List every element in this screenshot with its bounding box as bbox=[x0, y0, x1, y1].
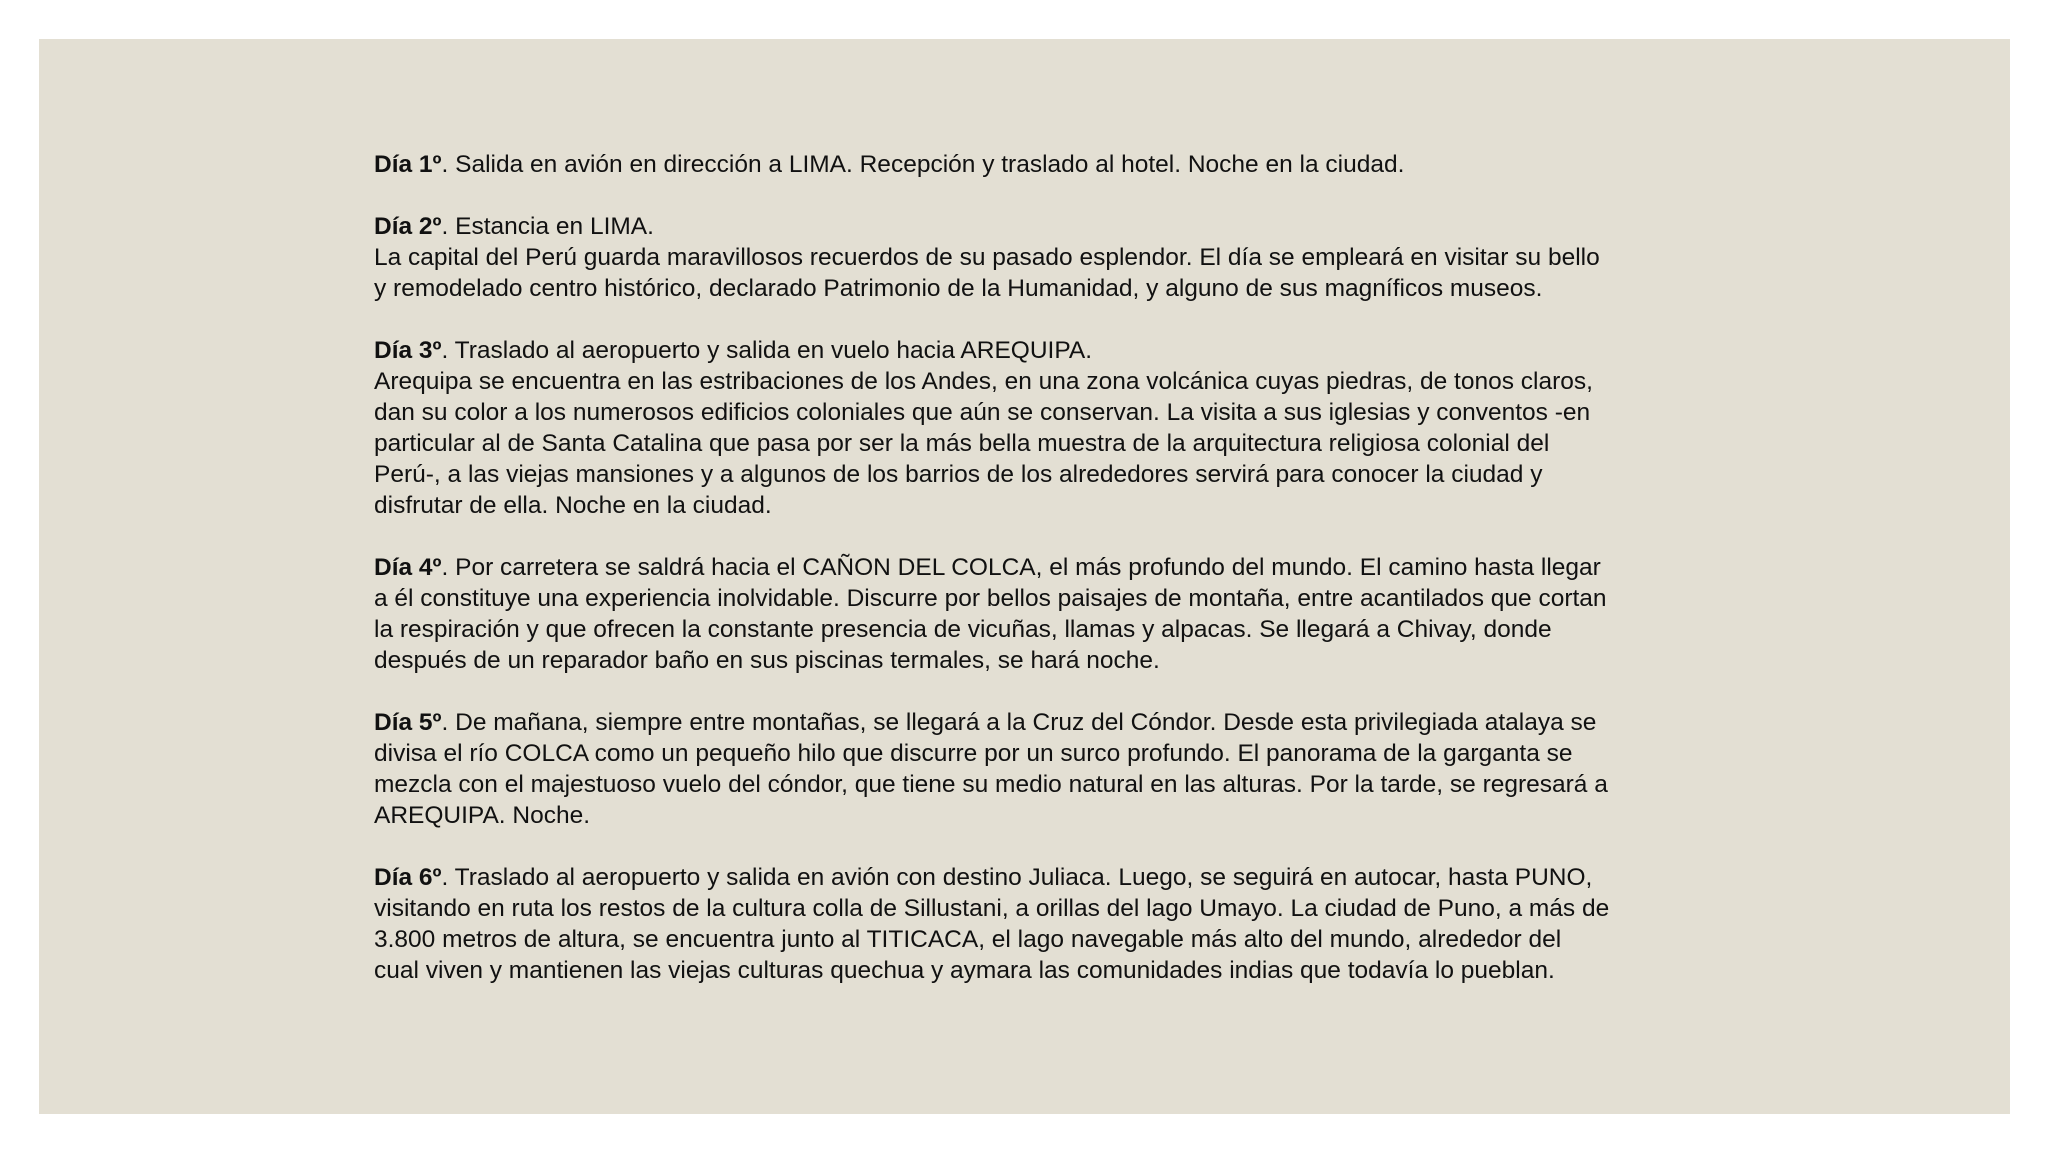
day-6-label: Día 6º bbox=[374, 864, 442, 891]
day-1-section bbox=[374, 149, 1714, 180]
day-2-label: Día 2º bbox=[374, 213, 442, 240]
day-1-text: . Salida en avión en dirección a LIMA. Recepción y traslado al hotel. Noche en la ciudad. bbox=[441, 151, 1405, 178]
day-3-line-6: disfrutar de ella. Noche en la ciudad. bbox=[374, 492, 772, 519]
day-6-line-3: 3.800 metros de altura, se encuentra junto al TITICACA, el lago navegable más alto del mundo, alrededor del bbox=[374, 926, 1562, 953]
day-4-text: . Por carretera se saldrá hacia el CAÑON DEL COLCA, el más profundo del mundo. El camino hasta llegar bbox=[441, 554, 1601, 581]
day-3-line-1 bbox=[374, 335, 1714, 366]
day-2-line-3: y remodelado centro histórico, declarado Patrimonio de la Humanidad, y alguno de sus magníficos museos. bbox=[374, 275, 1543, 302]
day-3-line-2: Arequipa se encuentra en las estribaciones de los Andes, en una zona volcánica cuyas piedras, de tonos claros, bbox=[374, 368, 1593, 395]
day-5-line-4: AREQUIPA. Noche. bbox=[374, 802, 591, 829]
day-4-line-4: después de un reparador baño en sus piscinas termales, se hará noche. bbox=[374, 647, 1160, 674]
day-5-label: Día 5º bbox=[374, 709, 442, 736]
day-4-line-2: a él constituye una experiencia inolvidable. Discurre por bellos paisajes de montaña, entre acantilados que cortan bbox=[374, 585, 1607, 612]
day-5-line-3: mezcla con el majestuoso vuelo del cóndor, que tiene su medio natural en las alturas. Por la tarde, se regresará a bbox=[374, 771, 1608, 798]
day-5-line-2: divisa el río COLCA como un pequeño hilo que discurre por un surco profundo. El panorama de la garganta se bbox=[374, 740, 1573, 767]
day-4-line-3: la respiración y que ofrecen la constante presencia de vicuñas, llamas y alpacas. Se llegará a Chivay, donde bbox=[374, 616, 1552, 643]
day-1-line-1 bbox=[374, 149, 1714, 180]
day-3-line-4: particular al de Santa Catalina que pasa por ser la más bella muestra de la arquitectura religiosa colonial del bbox=[374, 430, 1550, 457]
itinerary-text bbox=[374, 149, 1714, 1017]
day-2-text: . Estancia en LIMA. bbox=[441, 213, 654, 240]
day-4-section bbox=[374, 552, 1714, 676]
day-2-line-1 bbox=[374, 211, 1714, 242]
day-6-line-4: cual viven y mantienen las viejas culturas quechua y aymara las comunidades indias que todavía lo pueblan. bbox=[374, 957, 1555, 984]
day-3-label: Día 3º bbox=[374, 337, 442, 364]
day-5-section bbox=[374, 707, 1714, 831]
day-1-label: Día 1º bbox=[374, 151, 442, 178]
day-6-text: . Traslado al aeropuerto y salida en avión con destino Juliaca. Luego, se seguirá en autocar, hasta PUNO, bbox=[441, 864, 1593, 891]
day-4-label: Día 4º bbox=[374, 554, 442, 581]
day-5-text: . De mañana, siempre entre montañas, se llegará a la Cruz del Cóndor. Desde esta privilegiada atalaya se bbox=[441, 709, 1597, 736]
day-3-line-5: Perú-, a las viejas mansiones y a algunos de los barrios de los alrededores servirá para conocer la ciudad y bbox=[374, 461, 1543, 488]
day-6-line-2: visitando en ruta los restos de la cultura colla de Sillustani, a orillas del lago Umayo. La ciudad de Puno, a más de bbox=[374, 895, 1610, 922]
day-6-line-1 bbox=[374, 862, 1714, 893]
day-3-line-3: dan su color a los numerosos edificios coloniales que aún se conservan. La visita a sus iglesias y conventos -en bbox=[374, 399, 1591, 426]
day-2-section bbox=[374, 211, 1714, 304]
slide-background bbox=[39, 39, 2010, 1114]
day-3-section bbox=[374, 335, 1714, 521]
day-6-section bbox=[374, 862, 1714, 986]
day-2-line-2: La capital del Perú guarda maravillosos recuerdos de su pasado esplendor. El día se empleará en visitar su bello bbox=[374, 244, 1600, 271]
day-4-line-1 bbox=[374, 552, 1714, 583]
day-5-line-1 bbox=[374, 707, 1714, 738]
day-3-text: . Traslado al aeropuerto y salida en vuelo hacia AREQUIPA. bbox=[441, 337, 1093, 364]
